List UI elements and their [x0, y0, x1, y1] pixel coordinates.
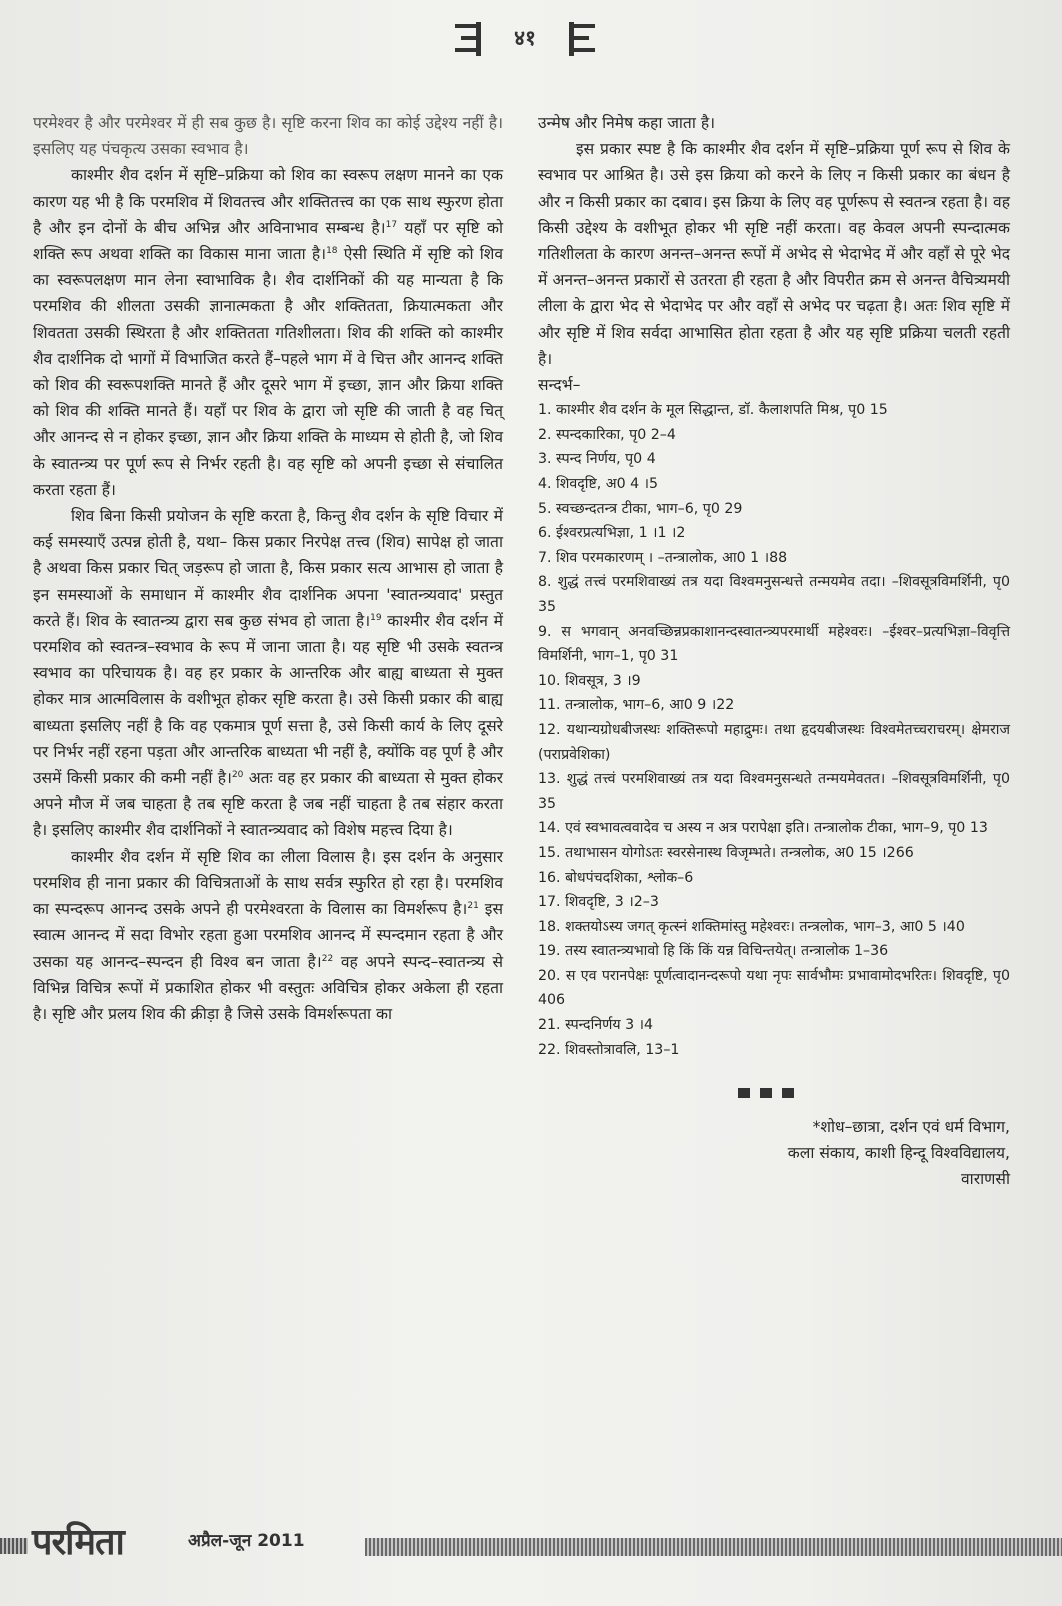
left-column [33, 110, 503, 1027]
paragraph: काश्मीर शैव दर्शन में सृष्टि–प्रक्रिया को शिव का स्वरूप लक्षण मानने का एक कारण यह भी है कि परमशिव में शिवतत्त्व और शक्तितत्त्व का एक साथ स्फुरण होता है और इन दोनों के बीच अभिन्न और अविनाभाव सम्बन्ध है।$^{17}$ यहाँ पर सृष्टि को शक्ति रूप अथवा शक्ति का विकास माना जाता है।$^{18}$ ऐसी स्थिति में सृष्टि को शिव का स्वरूपलक्षण मान लेना स्वाभाविक है। शैव दार्शनिकों की यह मान्यता है कि परमशिव की शीलता उसकी ज्ञानात्मकता है और शक्तितता, क्रियात्मकता और शिवतता उसकी स्थिरता है और शक्तितता गतिशीलता। शिव की शक्ति को काश्मीर शैव दार्शनिक दो भागों में विभाजित करते हैं–पहले भाग में वे चित्त और आनन्द शक्ति को शिव की स्वरूपशक्ति मानते हैं और दूसरे भाग में इच्छा, ज्ञान और क्रिया शक्ति को शिव की शक्ति मानते हैं। यहाँ पर शिव के द्वारा जो सृष्टि की जाती है वह चित् और आनन्द से न होकर इच्छा, ज्ञान और क्रिया शक्ति के माध्यम से होती है, जो शिव के स्वातन्त्र्य पर पूर्ण रूप से निर्भर रहती है। वह सृष्टि को अपनी इच्छा से संचालित करता रहता हैं। [33, 166, 504, 499]
ornament-right-icon [569, 22, 595, 56]
footnote-marker: 22 [321, 953, 334, 964]
references-heading: सन्दर्भ– [538, 376, 581, 395]
magazine-logo: परमिता [32, 1522, 124, 1563]
paragraph: शिव बिना किसी प्रयोजन के सृष्टि करता है, किन्तु शैव दर्शन के सृष्टि विचार में कई समस्याएँ उत्पन्न होती है, यथा– किस प्रकार निरपेक्ष तत्त्व (शिव) सापेक्ष हो जाता है अथवा किस प्रकार चित् जड़रूप हो जाता है, किस प्रकार सत्य आभास हो जाता है इन समस्याओं के समाधान में काश्मीर शैव दार्शनिक अपना 'स्वातन्त्र्यवाद' प्रस्तुत करते हैं। शिव के स्वातन्त्र्य द्वारा सब कुछ संभव हो जाता है।$^{19}$ काश्मीर शैव दर्शन में परमशिव को स्वतन्त्र–स्वभाव के रूप में जाना जाता है। यह सृष्टि भी उसके स्वतन्त्र स्वभाव का परिचायक है। वह हर प्रकार के आन्तरिक और बाह्य बाध्यता से मुक्त होकर मात्र आत्मविलास के वशीभूत होकर सृष्टि करता है। उसे किसी प्रकार की बाह्य बाध्यता इसलिए नहीं है कि वह एकमात्र पूर्ण सत्ता है, उसे किसी कार्य के लिए दूसरे पर निर्भर नहीं रहना पड़ता और आन्तरिक बाध्यता भी नहीं है, क्योंकि वह पूर्ण है और उसमें किसी प्रकार की कमी नहीं है।$^{20}$ अतः वह हर प्रकार की बाध्यता से मुक्त होकर अपने मौज में जब चाहता है तब सृष्टि करता है जब नहीं चाहता है तब संहार करता है। इसलिए काश्मीर शैव दार्शनिकों ने स्वातन्त्र्यवाद को विशेष महत्त्व दिया है। [33, 507, 503, 840]
reference-item: 1. काश्मीर शैव दर्शन के मूल सिद्धान्त, डॉ. कैलाशपति मिश्र, पृ0 15 [538, 402, 888, 419]
paragraph: इस प्रकार स्पष्ट है कि काश्मीर शैव दर्शन में सृष्टि–प्रक्रिया पूर्ण रूप से शिव के स्वभाव पर आश्रित है। उसे इस क्रिया को करने के लिए न किसी प्रकार का बंधन है और न किसी प्रकार का दबाव। इस क्रिया के लिए वह पूर्णरूप से स्वतन्त्र रहता है। वह किसी उद्देश्य के वशीभूत होकर भी सृष्टि नहीं करता। वह केवल अपनी स्पन्दात्मक गतिशीलता के कारण अनन्त–अनन्त रूपों में अभेद से भेदाभेद में और वहाँ से पूरे भेद में अनन्त–अनन्त प्रकारों से उतरता ही रहता है और विपरीत क्रम से अनन्त वैचित्र्यमयी लीला के द्वारा भेद से भेदाभेद पर और वहाँ से अभेद पर चढ़ता है। अतः शिव सृष्टि में और सृष्टि में शिव सर्वदा आभासित होता रहता है और यह सृष्टि प्रक्रिया चलती रहती है। [538, 140, 1010, 368]
reference-item: 12. यथान्यग्रोधबीजस्थः शक्तिरूपो महाद्रुमः। तथा हृदयबीजस्थः विश्वमेतच्चराचरम्। क्षेमराज (पराप्रवेशिका) [538, 721, 1010, 763]
paragraph: उन्मेष और निमेष कहा जाता है। [538, 114, 716, 132]
reference-item: 22. शिवस्तोत्रावलि, 13–1 [538, 1041, 680, 1058]
reference-item: 20. स एव परानपेक्षः पूर्णत्वादानन्दरूपो यथा नृपः सार्वभौमः प्रभावामोदभरितः। शिवदृष्टि, पृ0 406 [538, 967, 1010, 1009]
footer-stripe [0, 1538, 28, 1554]
footnote-marker: 20 [231, 769, 244, 780]
author-affiliation: कला संकाय, काशी हिन्दू विश्वविद्यालय, [787, 1144, 1010, 1163]
page-number: ४१ [514, 26, 536, 50]
author-affiliation: *शोध–छात्रा, दर्शन एवं धर्म विभाग, [812, 1118, 1010, 1137]
footnote-marker: 17 [385, 219, 398, 230]
reference-item: 14. एवं स्वभावत्ववादेव च अस्य न अत्र परापेक्षा इति। तन्त्रालोक टीका, भाग–9, पृ0 13 [538, 820, 988, 837]
author-affiliation: वाराणसी [961, 1170, 1010, 1189]
reference-item: 6. ईश्वरप्रत्यभिज्ञा, 1 ।1 ।2 [538, 525, 686, 542]
reference-item: 15. तथाभासन योगोऽतः स्वरसेनास्थ विजृम्भते। तन्त्रलोक, अ0 15 ।266 [538, 844, 914, 861]
reference-item: 11. तन्त्रालोक, भाग–6, आ0 9 ।22 [538, 697, 735, 714]
reference-item: 21. स्पन्दनिर्णय 3 ।4 [538, 1017, 654, 1034]
reference-item: 2. स्पन्दकारिका, पृ0 2–4 [538, 426, 676, 443]
reference-item: 18. शक्तयोऽस्य जगत् कृत्स्नं शक्तिमांस्तु महेश्वरः। तन्त्रलोक, भाग–3, आ0 5 ।40 [538, 918, 965, 935]
reference-item: 19. तस्य स्वातन्त्र्यभावो हि किं किं यन्न विचिन्तयेत्। तन्त्रालोक 1–36 [538, 943, 889, 960]
right-column [538, 110, 1010, 1192]
page-footer [0, 1520, 1062, 1580]
reference-item: 3. स्पन्द निर्णय, पृ0 4 [538, 451, 656, 468]
reference-item: 17. शिवदृष्टि, 3 ।2–3 [538, 894, 659, 911]
reference-item: 16. बोधपंचदशिका, श्लोक–6 [538, 869, 694, 886]
section-separator-icon [738, 1088, 1010, 1098]
reference-item: 4. शिवदृष्टि, अ0 4 ।5 [538, 476, 659, 493]
reference-item: 7. शिव परमकारणम् । –तन्त्रालोक, आ0 1 ।88 [538, 549, 788, 566]
reference-item: 8. शुद्धं तत्त्वं परमशिवाख्यं तत्र यदा विश्वमनुसन्धत्ते तन्मयमेव तदा। –शिवसूत्रविमर्शिनी, पृ0 35 [538, 574, 1010, 615]
references-list [538, 398, 1010, 1062]
issue-date: अप्रैल-जून 2011 [188, 1531, 305, 1551]
paragraph: परमेश्वर है और परमेश्वर में ही सब कुछ है। सृष्टि करना शिव का कोई उद्देश्य नहीं है। इसलिए यह पंचकृत्य उसका स्वभाव है। [33, 114, 503, 159]
footnote-marker: 19 [370, 612, 382, 623]
reference-item: 13. शुद्धं तत्त्वं परमशिवाख्यं तत्र यदा विश्वमनुसन्धते तन्मयमेवतत। –शिवसूत्रविमर्शिनी, पृ0 35 [538, 771, 1010, 812]
page-header-ornament [455, 22, 595, 60]
paragraph: काश्मीर शैव दर्शन में सृष्टि शिव का लीला विलास है। इस दर्शन के अनुसार परमशिव ही नाना प्रकार की विचित्रताओं के साथ सर्वत्र स्फुरित हो रहा है। परमशिव का स्पन्दरूप आनन्द उसके अपने ही परमेश्वरता के विलास का विमर्शरूप है।$^{21}$ इस स्वात्म आनन्द में सदा विभोर रहता हुआ परमशिव आनन्द में स्पन्दमान रहता है और उसका यह आनन्द–स्पन्दन ही विश्व बन जाता है।$^{22}$ वह अपने स्पन्द–स्वातन्त्र्य से विभिन्न विचित्र रूपों में प्रकाशित होकर भी वस्तुतः अविचित्र होकर अकेला ही रहता है। सृष्टि और प्रलय शिव की क्रीड़ा है जिसे उसके विमर्शरूपता का [33, 847, 503, 1023]
footnote-marker: 18 [326, 245, 338, 256]
reference-item: 9. स भगवान् अनवच्छिन्नप्रकाशानन्दस्वातन्त्र्यपरमार्थी महेश्वरः। –ईश्वर–प्रत्यभिज्ञा–विवृत्ति विमर्शिनी, भाग–1, पृ0 31 [538, 623, 1010, 665]
reference-item: 5. स्वच्छन्दतन्त्र टीका, भाग–6, पृ0 29 [538, 500, 743, 517]
footer-stripe [365, 1538, 1062, 1556]
footnote-marker: 21 [467, 900, 479, 911]
reference-item: 10. शिवसूत्र, 3 ।9 [538, 672, 641, 689]
